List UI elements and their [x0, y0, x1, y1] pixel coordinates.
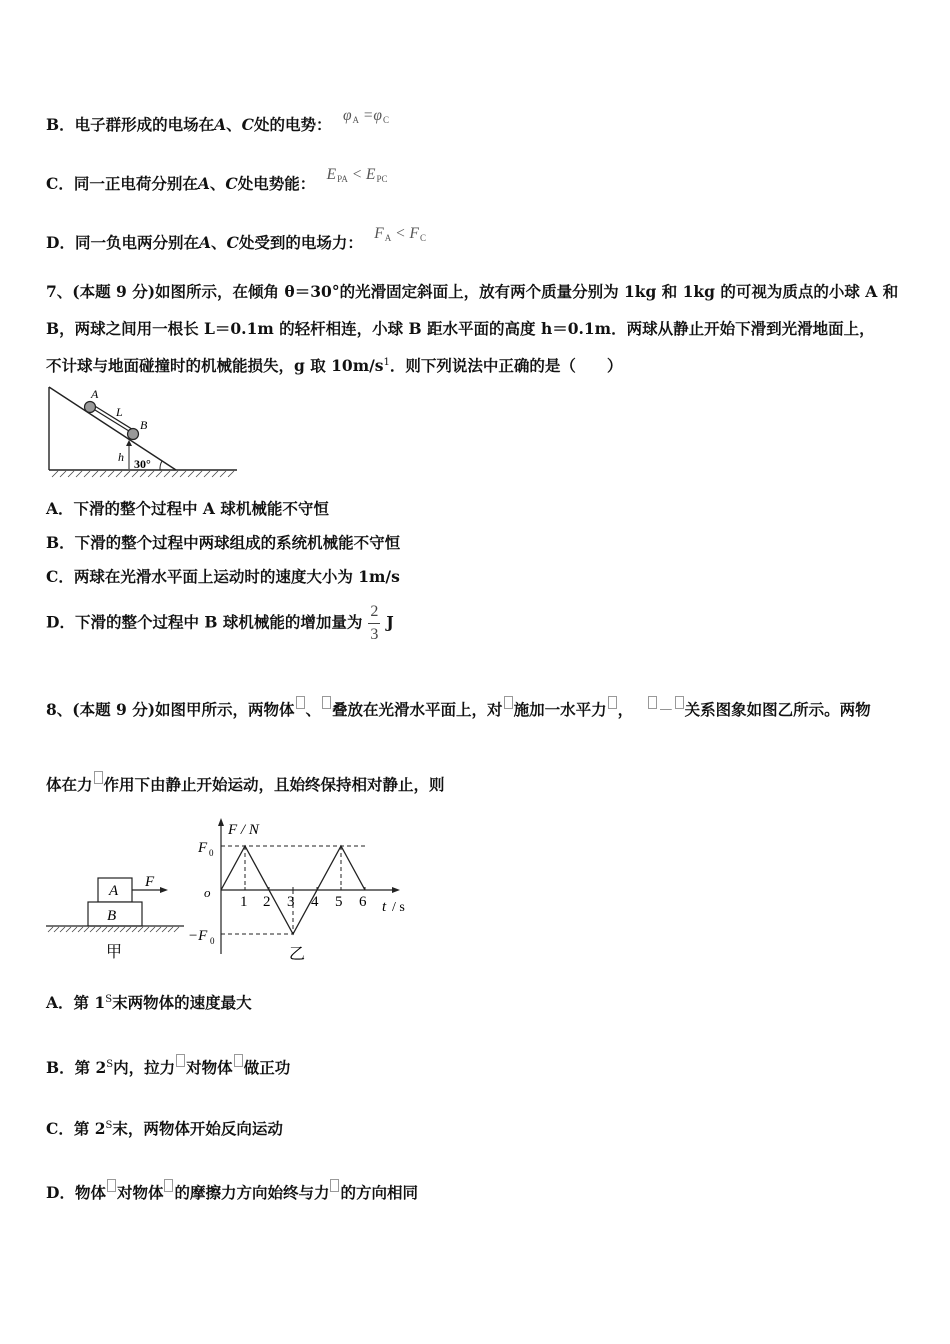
label-b: B [140, 418, 148, 432]
q8-option-b: B．第 $2^S$内，拉力 对物体 做正功 [46, 1054, 290, 1078]
q8-option-a: A．第 $1^S$末两物体的速度最大 [46, 993, 252, 1012]
q7-option-a: A．下滑的整个过程中 A 球机械能不守恒 [46, 499, 329, 518]
q7-option-b: B．下滑的整个过程中两球组成的系统机械能不守恒 [46, 533, 401, 552]
ball-b [128, 429, 139, 440]
formula-force: $F_A < F_C$ [374, 225, 426, 243]
graph-y-label: F / N [228, 822, 259, 838]
graph-x-unit: / s [392, 900, 405, 915]
tick-1: 1 [240, 894, 248, 910]
q6-option-d: D．同一负电两分别在A、C处受到的电场力： $F_A < F_C$ [46, 225, 426, 252]
label-h: h [118, 450, 124, 464]
q6-option-b: B．电子群形成的电场在A、C处的电势： $\varphi_A =\varphi_C$ [46, 107, 389, 134]
label-angle: 30° [134, 457, 151, 471]
graph-origin: o [204, 885, 211, 900]
q8-stem-line2: 体在力 作用下由静止开始运动，且始终保持相对静止，则 [46, 771, 445, 795]
tick-4: 4 [311, 894, 319, 910]
q7-stem-line3: 不计球与地面碰撞时的机械能损失，g 取 $10m/s^1$．则下列说法中正确的是（ ） [46, 356, 623, 375]
q8-option-d: D．物体 对物体 的摩擦力方向始终与力 的方向相同 [46, 1179, 418, 1203]
label-l: L [116, 405, 123, 419]
q7-option-d: D．下滑的整个过程中 B 球机械能的增加量为 $\frac{2}{3}$ J [46, 603, 394, 643]
graph-x-label: t [382, 899, 387, 915]
q8-option-c: C．第 $2^S$末，两物体开始反向运动 [46, 1119, 283, 1138]
tick-5: 5 [335, 894, 343, 910]
q7-option-c: C．两球在光滑水平面上运动时的速度大小为 1m/s [46, 567, 400, 586]
tick-2: 2 [263, 894, 271, 910]
block-b-label: B [107, 908, 117, 924]
formula-phi: $\varphi_A =\varphi_C$ [342, 107, 389, 125]
force-label: F [145, 874, 155, 890]
q7-incline-figure [44, 384, 244, 484]
q6-option-c: C．同一正电荷分别在A、C处电势能： $E_{PA} < E_{PC}$ [46, 166, 388, 193]
q7-stem-line1: 7、(本题 9 分)如图所示，在倾角 θ＝30°的光滑固定斜面上，放有两个质量分别为 1kg 和 1kg 的可视为质点的小球 A 和 [46, 282, 899, 301]
graph-neg-f0-sub: 0 [210, 936, 215, 946]
q8-blocks-figure [44, 862, 184, 962]
graph-neg-f0-label: −F [188, 928, 208, 944]
formula-energy: $E_{PA} < E_{PC}$ [326, 166, 388, 184]
tick-3: 3 [287, 894, 295, 910]
q7-stem-line2: B，两球之间用一根长 L＝0.1m 的轻杆相连，小球 B 距水平面的高度 h＝0.1m．两球从静止开始下滑到光滑地面上， [46, 319, 875, 338]
q8-force-time-graph [186, 814, 416, 964]
label-a: A [91, 387, 99, 401]
block-a-label: A [109, 883, 119, 899]
graph-f0-sub: 0 [209, 848, 214, 858]
tick-6: 6 [359, 894, 367, 910]
figure-yi-caption: 乙 [289, 946, 306, 963]
figure-jia-caption: 甲 [106, 944, 123, 961]
fraction-two-thirds: $\frac{2}{3}$ [370, 603, 379, 643]
q8-stem-line1: 8、(本题 9 分)如图甲所示，两物体 、 叠放在光滑水平面上，对 施加一水平力 ， － 关系图象如图乙所示。两物 [46, 696, 871, 720]
graph-f0-label: F [198, 840, 208, 856]
ball-a [85, 402, 96, 413]
